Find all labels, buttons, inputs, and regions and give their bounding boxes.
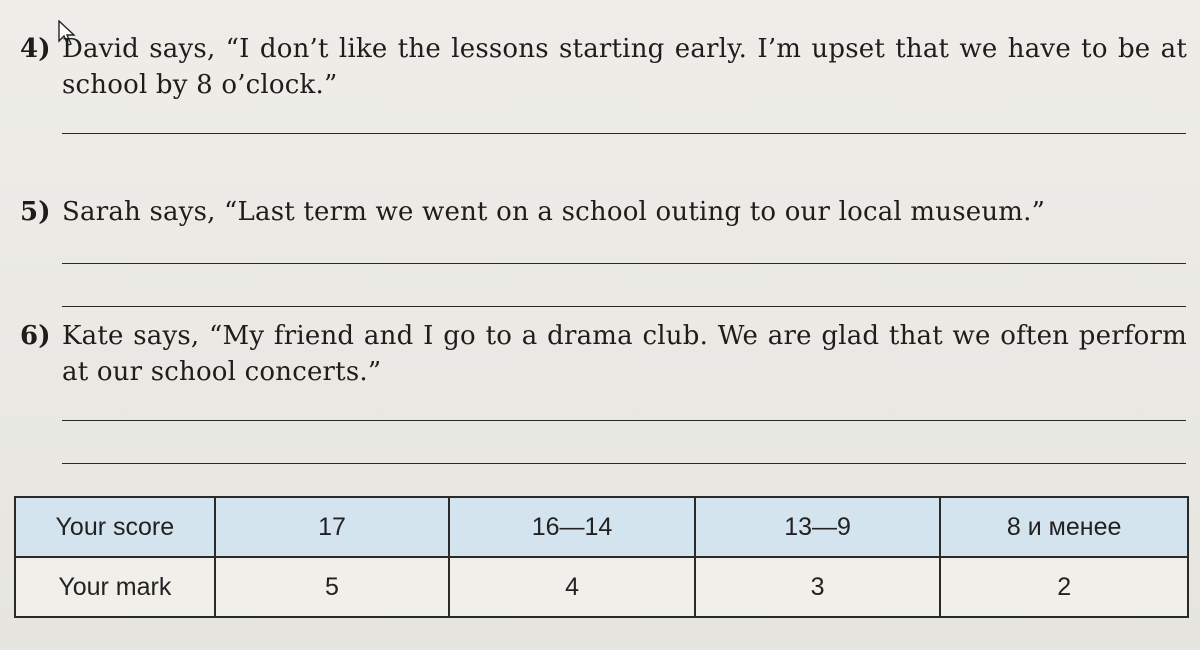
exercise-6-text: Kate says, “My friend and I go to a drama club. We are glad that we often perform at our school concerts.” bbox=[62, 321, 1187, 387]
table-cell: 3 bbox=[695, 557, 941, 617]
answer-line-5a[interactable] bbox=[62, 263, 1186, 264]
answer-line-6b[interactable] bbox=[62, 463, 1186, 464]
table-cell: 8 и менее bbox=[940, 497, 1188, 557]
mark-label: Your mark bbox=[15, 557, 215, 617]
exercise-5-text: Sarah says, “Last term we went on a school outing to our local museum.” bbox=[62, 197, 1046, 227]
table-row-mark bbox=[15, 557, 1188, 617]
score-table bbox=[14, 496, 1189, 618]
table-cell: 4 bbox=[449, 557, 695, 617]
table-cell: 16—14 bbox=[449, 497, 695, 557]
exercise-6 bbox=[20, 318, 1190, 387]
table-cell: 17 bbox=[215, 497, 450, 557]
score-label: Your score bbox=[15, 497, 215, 557]
exercise-4-text: David says, “I don’t like the lessons starting early. I’m upset that we have to be at school by 8 o’clock.” bbox=[62, 34, 1187, 100]
table-cell: 13—9 bbox=[695, 497, 941, 557]
exercise-5 bbox=[20, 194, 1190, 230]
exercise-6-number: 6) bbox=[20, 321, 51, 351]
answer-line-6a[interactable] bbox=[62, 420, 1186, 421]
answer-line-5b[interactable] bbox=[62, 306, 1186, 307]
answer-line-4[interactable] bbox=[62, 133, 1186, 134]
table-row-score bbox=[15, 497, 1188, 557]
exercise-4 bbox=[20, 31, 1190, 100]
exercise-4-number: 4) bbox=[20, 34, 51, 64]
table-cell: 5 bbox=[215, 557, 450, 617]
table-cell: 2 bbox=[940, 557, 1188, 617]
exercise-5-number: 5) bbox=[20, 197, 51, 227]
